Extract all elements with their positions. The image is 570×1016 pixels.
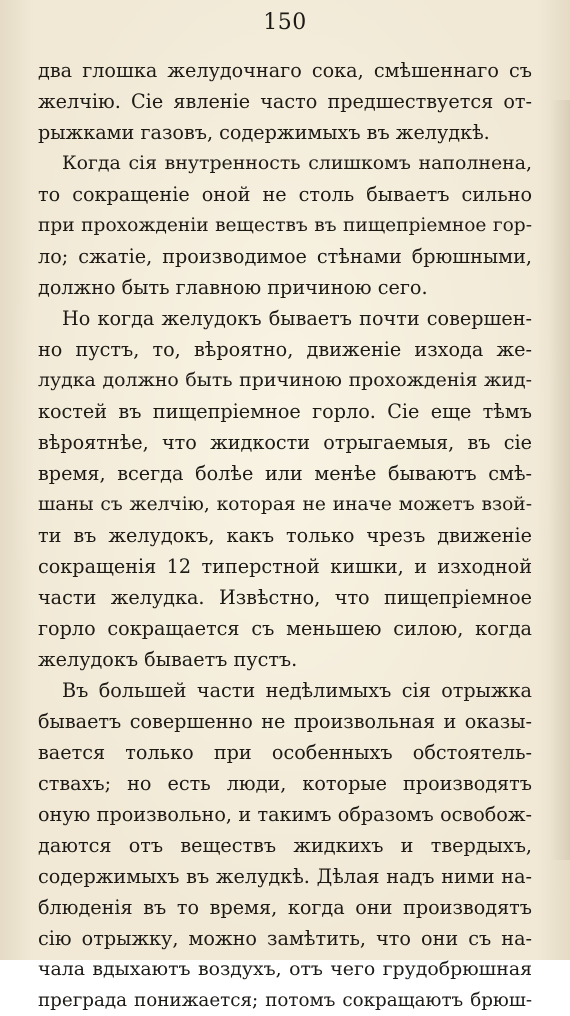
text-line: Въ большей части недѣлимыхъ сія отрыжка xyxy=(62,679,532,702)
text-line: шаны съ желчію, которая не иначе можетъ взой- xyxy=(38,494,532,515)
text-line: даются отъ веществъ жидкихъ и твердыхъ, xyxy=(38,834,532,857)
text-line: желчію. Сіе явленіе часто предшествуется от- xyxy=(38,90,532,113)
text-line: оную произвольно, и такимъ образомъ освобож- xyxy=(38,803,532,826)
body-text xyxy=(38,55,532,1016)
text-line: бываетъ совершенно не произвольная и оказы- xyxy=(38,710,532,733)
page-number: 150 xyxy=(263,10,307,35)
text-line: лудка должно быть причиною прохожденія жид- xyxy=(38,369,532,391)
text-line: рыжками газовъ, содержимыхъ въ желудкѣ. xyxy=(38,121,490,144)
text-line: горло сокращается съ меньшею силою, когда xyxy=(38,617,532,640)
text-line: сію отрыжку, можно замѣтить, что они съ на- xyxy=(38,927,532,950)
text-line: чала вдыхаютъ воздухъ, отъ чего грудобрюшная xyxy=(38,958,532,980)
text-line: при прохожденіи веществъ въ пищепріемное гор- xyxy=(38,215,532,236)
text-line: то сокращеніе оной не столь бываетъ сильно xyxy=(38,183,532,206)
text-line: два глошка желудочнаго сока, смѣшеннаго съ xyxy=(38,59,532,82)
text-line: Но когда желудокъ бываетъ почти совершен- xyxy=(62,307,532,330)
text-line: вается только при особенныхъ обстоятель- xyxy=(38,741,532,764)
text-line: но пустъ, то, вѣроятно, движеніе изхода же- xyxy=(38,338,532,361)
text-line: блюденія въ то время, когда они производятъ xyxy=(38,896,532,919)
text-line: костей въ пищепріемное горло. Сіе еще тѣмъ xyxy=(38,400,532,423)
text-line: ти въ желудокъ, какъ только чрезъ движеніе xyxy=(38,524,532,547)
text-line: Когда сія внутренность слишкомъ наполнена, xyxy=(62,152,532,174)
text-line: время, всегда болѣе или менѣе бываютъ смѣ- xyxy=(38,462,532,485)
text-line: содержимыхъ въ желудкѣ. Дѣлая надъ ними на- xyxy=(38,865,532,888)
text-line: преграда понижается; потомъ сокращаютъ брюш- xyxy=(38,990,532,1011)
text-line: вѣроятнѣе, что жидкости отрыгаемыя, въ сіе xyxy=(38,431,532,454)
text-line: должно быть главною причиною сего. xyxy=(38,276,428,299)
page-edge-shadow xyxy=(550,100,570,860)
text-line: ствахъ; но есть люди, которые производятъ xyxy=(38,772,532,795)
text-line: желудокъ бываетъ пустъ. xyxy=(38,648,298,671)
text-line: части желудка. Извѣстно, что пищепріемное xyxy=(38,586,532,609)
text-line: ло; сжатіе, производимое стѣнами брюшными, xyxy=(38,245,532,268)
text-line: сокращенія 12 типерстной кишки, и изходной xyxy=(38,555,532,578)
